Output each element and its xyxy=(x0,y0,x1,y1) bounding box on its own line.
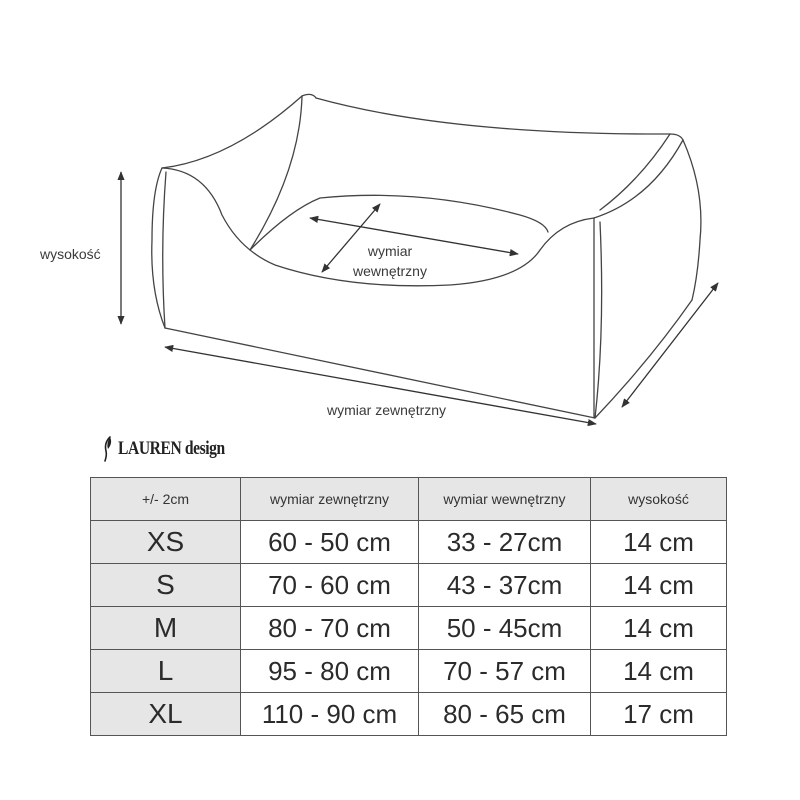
table-row xyxy=(91,607,727,650)
height-cell: 17 cm xyxy=(591,693,727,736)
inner-label-line1: wymiar xyxy=(367,243,413,259)
height-cell: 14 cm xyxy=(591,521,727,564)
size-cell: XL xyxy=(91,693,241,736)
table-row xyxy=(91,693,727,736)
inner-cell: 43 - 37cm xyxy=(419,564,591,607)
outer-dimension-label: wymiar zewnętrzny xyxy=(327,402,447,418)
size-cell: XS xyxy=(91,521,241,564)
outer-cell: 80 - 70 cm xyxy=(241,607,419,650)
table-header-row xyxy=(91,478,727,521)
dimension-arrows xyxy=(121,172,718,424)
outer-width-arrow xyxy=(622,283,718,407)
brand-name: LAUREN design xyxy=(118,438,225,459)
height-cell: 14 cm xyxy=(591,564,727,607)
size-table xyxy=(90,477,727,736)
height-cell: 14 cm xyxy=(591,607,727,650)
table-row xyxy=(91,521,727,564)
size-cell: L xyxy=(91,650,241,693)
header-height: wysokość xyxy=(591,478,727,521)
outer-cell: 60 - 50 cm xyxy=(241,521,419,564)
table-row xyxy=(91,650,727,693)
inner-cell: 70 - 57 cm xyxy=(419,650,591,693)
inner-dimension-label xyxy=(330,241,450,281)
inner-label-line2: wewnętrzny xyxy=(353,263,427,279)
size-cell: S xyxy=(91,564,241,607)
header-outer: wymiar zewnętrzny xyxy=(241,478,419,521)
brand-logo xyxy=(100,432,248,466)
outer-cell: 70 - 60 cm xyxy=(241,564,419,607)
size-cell: M xyxy=(91,607,241,650)
outer-cell: 110 - 90 cm xyxy=(241,693,419,736)
table-row xyxy=(91,564,727,607)
header-inner: wymiar wewnętrzny xyxy=(419,478,591,521)
height-cell: 14 cm xyxy=(591,650,727,693)
header-tolerance: +/- 2cm xyxy=(91,478,241,521)
inner-cell: 80 - 65 cm xyxy=(419,693,591,736)
inner-cell: 33 - 27cm xyxy=(419,521,591,564)
inner-cell: 50 - 45cm xyxy=(419,607,591,650)
leaf-icon xyxy=(100,435,116,463)
outer-cell: 95 - 80 cm xyxy=(241,650,419,693)
height-label: wysokość xyxy=(40,246,101,262)
